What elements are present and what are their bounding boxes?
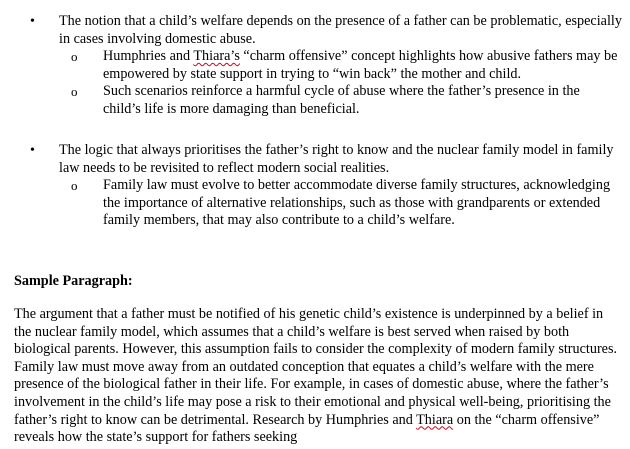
text-run: “charm offensive” concept highlights how abusive fathers may be empowered by state support in trying to “win back” the mother and child. (103, 48, 618, 82)
spellcheck-flagged-word[interactable]: Thiara’s (193, 48, 240, 65)
sub-bullet-item (71, 177, 616, 230)
sub-bullet-item (71, 83, 616, 118)
text-run: Humphries and (103, 48, 194, 65)
sub-bullet-text: Family law must evolve to better accommodate diverse family structures, acknowledging the importance of alternative relationships, such as those with grandparents or extended family members, that may also contribute to a child’s welfare. (103, 177, 611, 229)
bullet-marker: • (30, 143, 35, 158)
text-run: on the “charm offensive” reveals how the state’s support for fathers seeking (14, 411, 600, 446)
text-run: The argument that a father must be notified of his genetic child’s existence is underpinned by a belief in the nuclear family model, which assumes that a child’s welfare is best served when raised by both biological parents. However, this assumption fails to consider the complexity of modern family structures. Family law must move away from an outdated conception that equates a child’s welfare with the mere presence of the biological father in their life. For example, in cases of domestic abuse, where the father’s involvement in the child’s life may pose a risk to their emotional and physical well-being, prioritising the father’s right to know can be detrimental. Research by Humphries and (14, 306, 618, 428)
sub-bullet-marker: o (71, 178, 78, 194)
bullet-item (14, 13, 628, 119)
sub-bullet-text: Such scenarios reinforce a harmful cycle of abuse where the father’s presence in the child’s life is more damaging than beneficial. (103, 83, 580, 117)
section-heading: Sample Paragraph: (14, 273, 133, 289)
bullet-text: The logic that always prioritises the father’s right to know and the nuclear family model in family law needs to be revisited to reflect modern social realities. (59, 142, 614, 176)
sub-bullet-marker: o (71, 84, 78, 100)
sub-bullet-item (71, 48, 616, 83)
sub-bullet-text (103, 48, 618, 83)
bullet-marker: • (30, 14, 35, 29)
spellcheck-flagged-word[interactable]: Thiara (416, 411, 454, 428)
body-paragraph (14, 306, 619, 447)
bullet-text: The notion that a child’s welfare depends on the presence of a father can be problematic, especially in cases involving domestic abuse. (59, 13, 622, 47)
sub-bullet-marker: o (71, 49, 78, 65)
bullet-item (14, 142, 628, 230)
